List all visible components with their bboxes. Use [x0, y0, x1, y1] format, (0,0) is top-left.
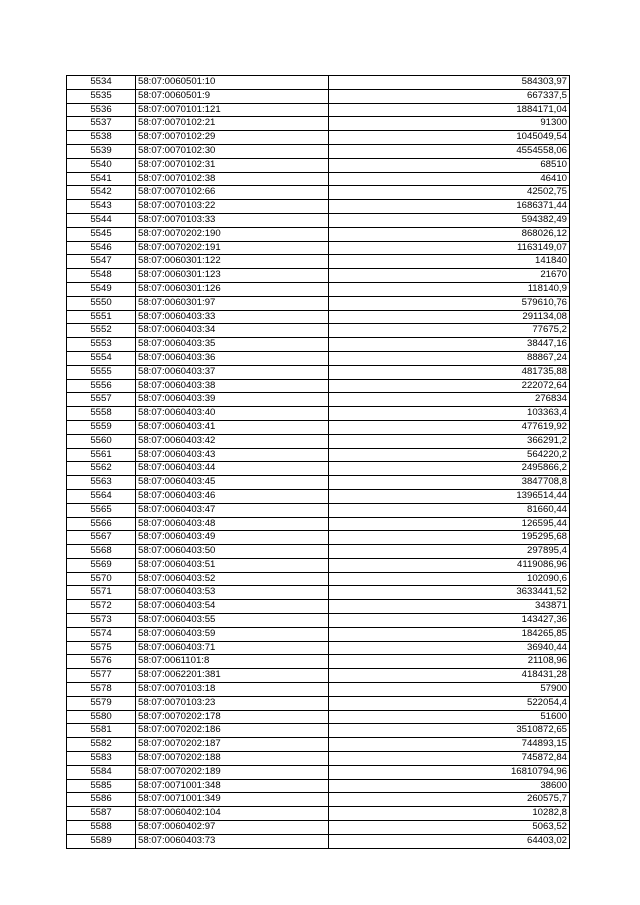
table-row	[67, 324, 570, 338]
table-row	[67, 241, 570, 255]
value-cell: 3633441,52	[329, 586, 570, 600]
value-cell: 21670	[329, 269, 570, 283]
cadastral-number-cell: 58:07:0070202:187	[136, 738, 329, 752]
table-row	[67, 779, 570, 793]
cadastral-number-cell: 58:07:0060301:122	[136, 255, 329, 269]
row-number-cell: 5567	[67, 531, 136, 545]
value-cell: 195295,68	[329, 531, 570, 545]
cadastral-number-cell: 58:07:0062201:381	[136, 669, 329, 683]
row-number-cell: 5537	[67, 117, 136, 131]
value-cell: 38447,16	[329, 338, 570, 352]
cadastral-number-cell: 58:07:0060403:37	[136, 365, 329, 379]
cadastral-number-cell: 58:07:0060402:97	[136, 821, 329, 835]
cadastral-number-cell: 58:07:0060403:42	[136, 434, 329, 448]
row-number-cell: 5536	[67, 103, 136, 117]
cadastral-number-cell: 58:07:0060403:47	[136, 503, 329, 517]
value-cell: 143427,36	[329, 614, 570, 628]
row-number-cell: 5572	[67, 600, 136, 614]
row-number-cell: 5541	[67, 172, 136, 186]
row-number-cell: 5569	[67, 558, 136, 572]
table-row	[67, 614, 570, 628]
cadastral-number-cell: 58:07:0060403:49	[136, 531, 329, 545]
table-row	[67, 227, 570, 241]
value-cell: 297895,4	[329, 545, 570, 559]
value-cell: 584303,97	[329, 76, 570, 90]
table-row	[67, 462, 570, 476]
table-row	[67, 365, 570, 379]
cadastral-number-cell: 58:07:0060403:55	[136, 614, 329, 628]
table-row	[67, 186, 570, 200]
row-number-cell: 5555	[67, 365, 136, 379]
row-number-cell: 5589	[67, 834, 136, 848]
table-row	[67, 89, 570, 103]
row-number-cell: 5576	[67, 655, 136, 669]
value-cell: 276834	[329, 393, 570, 407]
table-row	[67, 821, 570, 835]
cadastral-number-cell: 58:07:0070102:66	[136, 186, 329, 200]
cadastral-number-cell: 58:07:0060403:45	[136, 476, 329, 490]
table-row	[67, 172, 570, 186]
value-cell: 667337,5	[329, 89, 570, 103]
row-number-cell: 5564	[67, 489, 136, 503]
table-row	[67, 269, 570, 283]
value-cell: 88867,24	[329, 351, 570, 365]
row-number-cell: 5544	[67, 213, 136, 227]
value-cell: 68510	[329, 158, 570, 172]
row-number-cell: 5570	[67, 572, 136, 586]
row-number-cell: 5574	[67, 627, 136, 641]
row-number-cell: 5581	[67, 724, 136, 738]
cadastral-number-cell: 58:07:0060403:34	[136, 324, 329, 338]
row-number-cell: 5540	[67, 158, 136, 172]
cadastral-number-cell: 58:07:0061101:8	[136, 655, 329, 669]
cadastral-number-cell: 58:07:0060403:38	[136, 379, 329, 393]
row-number-cell: 5551	[67, 310, 136, 324]
row-number-cell: 5578	[67, 683, 136, 697]
table-row	[67, 738, 570, 752]
cadastral-number-cell: 58:07:0070102:30	[136, 144, 329, 158]
table-row	[67, 489, 570, 503]
row-number-cell: 5585	[67, 779, 136, 793]
cadastral-number-cell: 58:07:0070102:29	[136, 131, 329, 145]
value-cell: 57900	[329, 683, 570, 697]
value-cell: 260575,7	[329, 793, 570, 807]
value-cell: 184265,85	[329, 627, 570, 641]
row-number-cell: 5573	[67, 614, 136, 628]
value-cell: 1163149,07	[329, 241, 570, 255]
row-number-cell: 5554	[67, 351, 136, 365]
value-cell: 564220,2	[329, 448, 570, 462]
table-row	[67, 793, 570, 807]
value-cell: 745872,84	[329, 752, 570, 766]
value-cell: 36940,44	[329, 641, 570, 655]
table-row	[67, 420, 570, 434]
table-row	[67, 834, 570, 848]
cadastral-number-cell: 58:07:0070202:188	[136, 752, 329, 766]
table-row	[67, 393, 570, 407]
cadastral-number-cell: 58:07:0060403:54	[136, 600, 329, 614]
cadastral-number-cell: 58:07:0060403:33	[136, 310, 329, 324]
row-number-cell: 5565	[67, 503, 136, 517]
table-row	[67, 296, 570, 310]
row-number-cell: 5582	[67, 738, 136, 752]
cadastral-number-cell: 58:07:0070202:178	[136, 710, 329, 724]
cadastral-number-cell: 58:07:0060403:73	[136, 834, 329, 848]
value-cell: 102090,6	[329, 572, 570, 586]
cadastral-number-cell: 58:07:0060403:53	[136, 586, 329, 600]
value-cell: 343871	[329, 600, 570, 614]
table-row	[67, 724, 570, 738]
value-cell: 3510872,65	[329, 724, 570, 738]
cadastral-number-cell: 58:07:0070202:189	[136, 765, 329, 779]
row-number-cell: 5549	[67, 282, 136, 296]
cadastral-number-cell: 58:07:0071001:349	[136, 793, 329, 807]
value-cell: 16810794,96	[329, 765, 570, 779]
row-number-cell: 5588	[67, 821, 136, 835]
cadastral-number-cell: 58:07:0070103:18	[136, 683, 329, 697]
cadastral-number-cell: 58:07:0060403:52	[136, 572, 329, 586]
cadastral-number-cell: 58:07:0070103:23	[136, 696, 329, 710]
value-cell: 1045049,54	[329, 131, 570, 145]
table-row	[67, 103, 570, 117]
cadastral-number-cell: 58:07:0060301:126	[136, 282, 329, 296]
value-cell: 291134,08	[329, 310, 570, 324]
row-number-cell: 5577	[67, 669, 136, 683]
cadastral-number-cell: 58:07:0070102:38	[136, 172, 329, 186]
row-number-cell: 5542	[67, 186, 136, 200]
value-cell: 481735,88	[329, 365, 570, 379]
cadastral-number-cell: 58:07:0070102:21	[136, 117, 329, 131]
cadastral-number-cell: 58:07:0070103:22	[136, 200, 329, 214]
value-cell: 38600	[329, 779, 570, 793]
cadastral-number-cell: 58:07:0060501:9	[136, 89, 329, 103]
cadastral-number-cell: 58:07:0060403:41	[136, 420, 329, 434]
table-row	[67, 117, 570, 131]
table-row	[67, 641, 570, 655]
row-number-cell: 5546	[67, 241, 136, 255]
row-number-cell: 5548	[67, 269, 136, 283]
row-number-cell: 5553	[67, 338, 136, 352]
row-number-cell: 5534	[67, 76, 136, 90]
row-number-cell: 5561	[67, 448, 136, 462]
value-cell: 81660,44	[329, 503, 570, 517]
cadastral-number-cell: 58:07:0060403:48	[136, 517, 329, 531]
row-number-cell: 5545	[67, 227, 136, 241]
cadastral-number-cell: 58:07:0060402:104	[136, 807, 329, 821]
row-number-cell: 5558	[67, 407, 136, 421]
cadastral-number-cell: 58:07:0070101:121	[136, 103, 329, 117]
value-cell: 222072,64	[329, 379, 570, 393]
cadastral-number-cell: 58:07:0060403:46	[136, 489, 329, 503]
table-row	[67, 531, 570, 545]
value-cell: 4554558,06	[329, 144, 570, 158]
row-number-cell: 5586	[67, 793, 136, 807]
row-number-cell: 5538	[67, 131, 136, 145]
value-cell: 141840	[329, 255, 570, 269]
table-row	[67, 144, 570, 158]
value-cell: 1396514,44	[329, 489, 570, 503]
table-row	[67, 310, 570, 324]
row-number-cell: 5580	[67, 710, 136, 724]
row-number-cell: 5563	[67, 476, 136, 490]
value-cell: 366291,2	[329, 434, 570, 448]
table-row	[67, 807, 570, 821]
table-body	[67, 76, 570, 849]
value-cell: 10282,8	[329, 807, 570, 821]
table-row	[67, 158, 570, 172]
row-number-cell: 5535	[67, 89, 136, 103]
value-cell: 3847708,8	[329, 476, 570, 490]
table-row	[67, 572, 570, 586]
value-cell: 1884171,04	[329, 103, 570, 117]
row-number-cell: 5562	[67, 462, 136, 476]
row-number-cell: 5552	[67, 324, 136, 338]
table-row	[67, 448, 570, 462]
cadastral-number-cell: 58:07:0060403:40	[136, 407, 329, 421]
value-cell: 579610,76	[329, 296, 570, 310]
row-number-cell: 5571	[67, 586, 136, 600]
row-number-cell: 5584	[67, 765, 136, 779]
cadastral-number-cell: 58:07:0060301:123	[136, 269, 329, 283]
table-row	[67, 76, 570, 90]
row-number-cell: 5557	[67, 393, 136, 407]
cadastral-value-table	[66, 75, 570, 849]
value-cell: 46410	[329, 172, 570, 186]
cadastral-number-cell: 58:07:0060403:43	[136, 448, 329, 462]
cadastral-number-cell: 58:07:0070202:191	[136, 241, 329, 255]
table-row	[67, 586, 570, 600]
table-row	[67, 131, 570, 145]
value-cell: 21108,96	[329, 655, 570, 669]
table-row	[67, 351, 570, 365]
cadastral-number-cell: 58:07:0070102:31	[136, 158, 329, 172]
value-cell: 42502,75	[329, 186, 570, 200]
cadastral-number-cell: 58:07:0071001:348	[136, 779, 329, 793]
value-cell: 51600	[329, 710, 570, 724]
value-cell: 64403,02	[329, 834, 570, 848]
table-row	[67, 476, 570, 490]
cadastral-number-cell: 58:07:0070103:33	[136, 213, 329, 227]
row-number-cell: 5579	[67, 696, 136, 710]
row-number-cell: 5559	[67, 420, 136, 434]
value-cell: 2495866,2	[329, 462, 570, 476]
table-row	[67, 600, 570, 614]
value-cell: 118140,9	[329, 282, 570, 296]
table-row	[67, 710, 570, 724]
cadastral-number-cell: 58:07:0060403:59	[136, 627, 329, 641]
value-cell: 594382,49	[329, 213, 570, 227]
row-number-cell: 5575	[67, 641, 136, 655]
row-number-cell: 5547	[67, 255, 136, 269]
cadastral-number-cell: 58:07:0060403:50	[136, 545, 329, 559]
table-row	[67, 545, 570, 559]
value-cell: 744893,15	[329, 738, 570, 752]
cadastral-number-cell: 58:07:0060403:51	[136, 558, 329, 572]
value-cell: 418431,28	[329, 669, 570, 683]
row-number-cell: 5550	[67, 296, 136, 310]
row-number-cell: 5583	[67, 752, 136, 766]
cadastral-number-cell: 58:07:0070202:186	[136, 724, 329, 738]
row-number-cell: 5560	[67, 434, 136, 448]
value-cell: 4119086,96	[329, 558, 570, 572]
table-row	[67, 338, 570, 352]
row-number-cell: 5568	[67, 545, 136, 559]
cadastral-number-cell: 58:07:0060501:10	[136, 76, 329, 90]
value-cell: 126595,44	[329, 517, 570, 531]
table-row	[67, 765, 570, 779]
cadastral-number-cell: 58:07:0060403:71	[136, 641, 329, 655]
value-cell: 5063,52	[329, 821, 570, 835]
table-row	[67, 752, 570, 766]
table-row	[67, 200, 570, 214]
table-row	[67, 434, 570, 448]
row-number-cell: 5539	[67, 144, 136, 158]
row-number-cell: 5566	[67, 517, 136, 531]
value-cell: 103363,4	[329, 407, 570, 421]
table-row	[67, 503, 570, 517]
table-row	[67, 669, 570, 683]
table-row	[67, 213, 570, 227]
row-number-cell: 5556	[67, 379, 136, 393]
table-row	[67, 407, 570, 421]
value-cell: 522054,4	[329, 696, 570, 710]
cadastral-number-cell: 58:07:0060403:44	[136, 462, 329, 476]
cadastral-number-cell: 58:07:0060403:35	[136, 338, 329, 352]
table-row	[67, 696, 570, 710]
table-row	[67, 517, 570, 531]
table-row	[67, 627, 570, 641]
table-row	[67, 379, 570, 393]
value-cell: 1686371,44	[329, 200, 570, 214]
cadastral-number-cell: 58:07:0060403:39	[136, 393, 329, 407]
table-row	[67, 683, 570, 697]
table-row	[67, 558, 570, 572]
row-number-cell: 5587	[67, 807, 136, 821]
value-cell: 77675,2	[329, 324, 570, 338]
cadastral-number-cell: 58:07:0070202:190	[136, 227, 329, 241]
cadastral-number-cell: 58:07:0060301:97	[136, 296, 329, 310]
row-number-cell: 5543	[67, 200, 136, 214]
value-cell: 868026,12	[329, 227, 570, 241]
value-cell: 91300	[329, 117, 570, 131]
value-cell: 477619,92	[329, 420, 570, 434]
cadastral-number-cell: 58:07:0060403:36	[136, 351, 329, 365]
table-row	[67, 255, 570, 269]
table-row	[67, 655, 570, 669]
table-row	[67, 282, 570, 296]
